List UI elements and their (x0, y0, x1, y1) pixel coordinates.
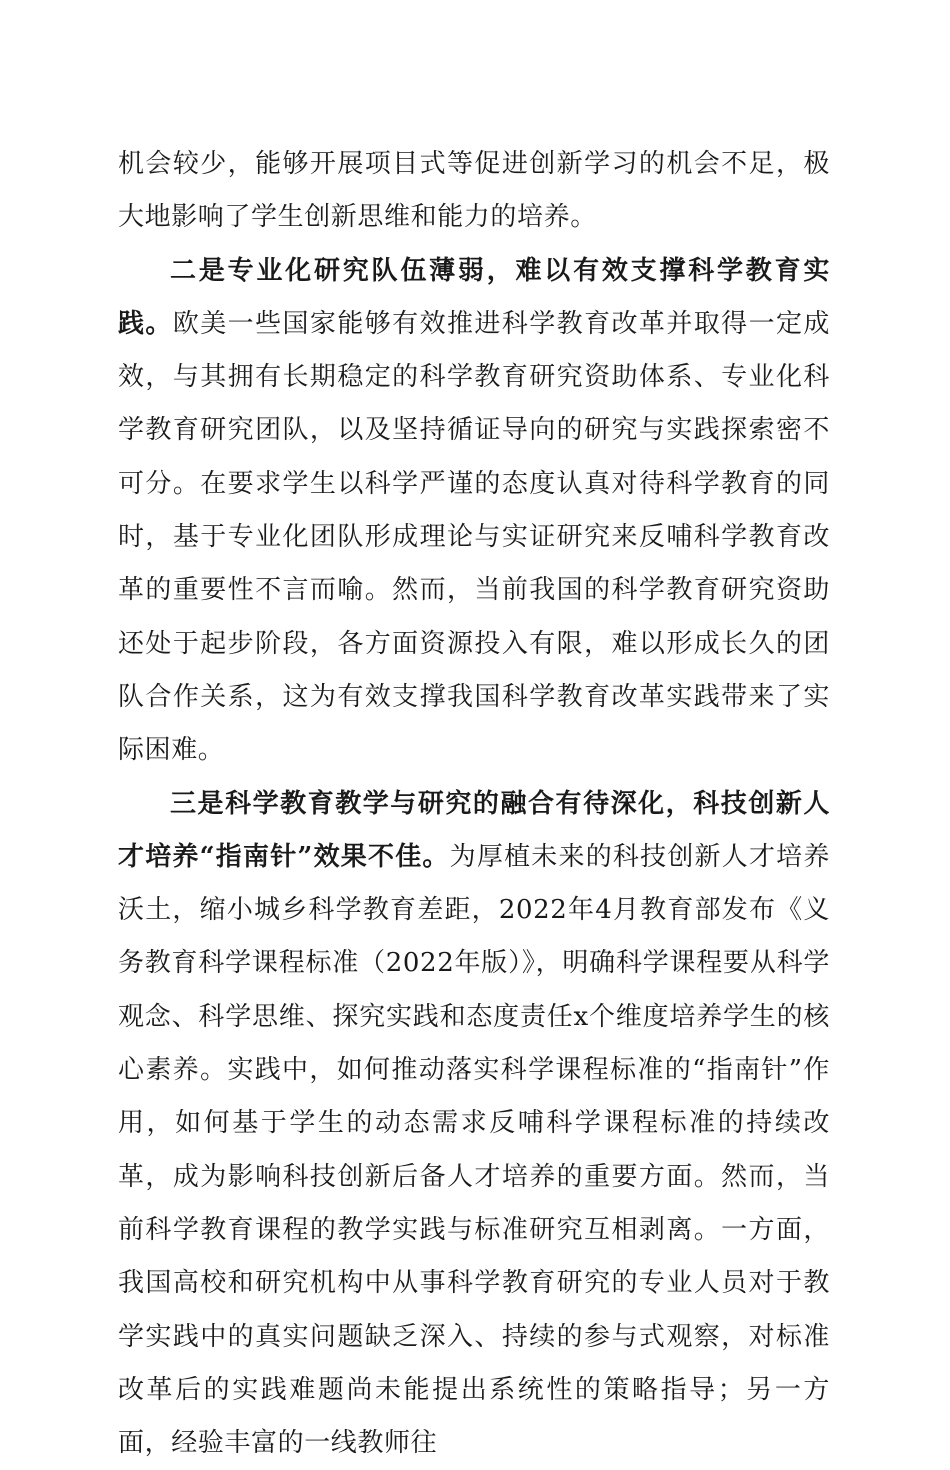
paragraph-continuation (118, 138, 830, 245)
document-body (118, 138, 830, 1470)
paragraph-point-three (118, 778, 830, 1470)
paragraph-text: 为厚植未来的科技创新人才培养沃土，缩小城乡科学教育差距，2022年4月教育部发布《义务教育科学课程标准（2022年版）》，明确科学课程要从科学观念、科学思维、探究实践和态度责任x个维度培养学生的核心素养。实践中，如何推动落实科学课程标准的“指南针”作用，如何基于学生的动态需求反哺科学课程标准的持续改革，成为影响科技创新后备人才培养的重要方面。然而，当前科学教育课程的教学实践与标准研究互相剥离。一方面，我国高校和研究机构中从事科学教育研究的专业人员对于教学实践中的真实问题缺乏深入、持续的参与式观察，对标准改革后的实践难题尚未能提出系统性的策略指导；另一方面，经验丰富的一线教师往 (118, 841, 830, 1459)
paragraph-lead-heading: 二是专业化研究队伍薄弱，难以有效支撑科学教育实践。 (118, 255, 830, 339)
paragraph-text: 欧美一些国家能够有效推进科学教育改革并取得一定成效，与其拥有长期稳定的科学教育研究资助体系、专业化科学教育研究团队，以及坚持循证导向的研究与实践探索密不可分。在要求学生以科学严谨的态度认真对待科学教育的同时，基于专业化团队形成理论与实证研究来反哺科学教育改革的重要性不言而喻。然而，当前我国的科学教育研究资助还处于起步阶段，各方面资源投入有限，难以形成长久的团队合作关系，这为有效支撑我国科学教育改革实践带来了实际困难。 (118, 308, 831, 766)
paragraph-text: 机会较少，能够开展项目式等促进创新学习的机会不足，极大地影响了学生创新思维和能力的培养。 (118, 149, 830, 233)
paragraph-lead-heading: 三是科学教育教学与研究的融合有待深化，科技创新人才培养“指南针”效果不佳。 (118, 788, 830, 872)
paragraph-point-two (118, 245, 830, 778)
